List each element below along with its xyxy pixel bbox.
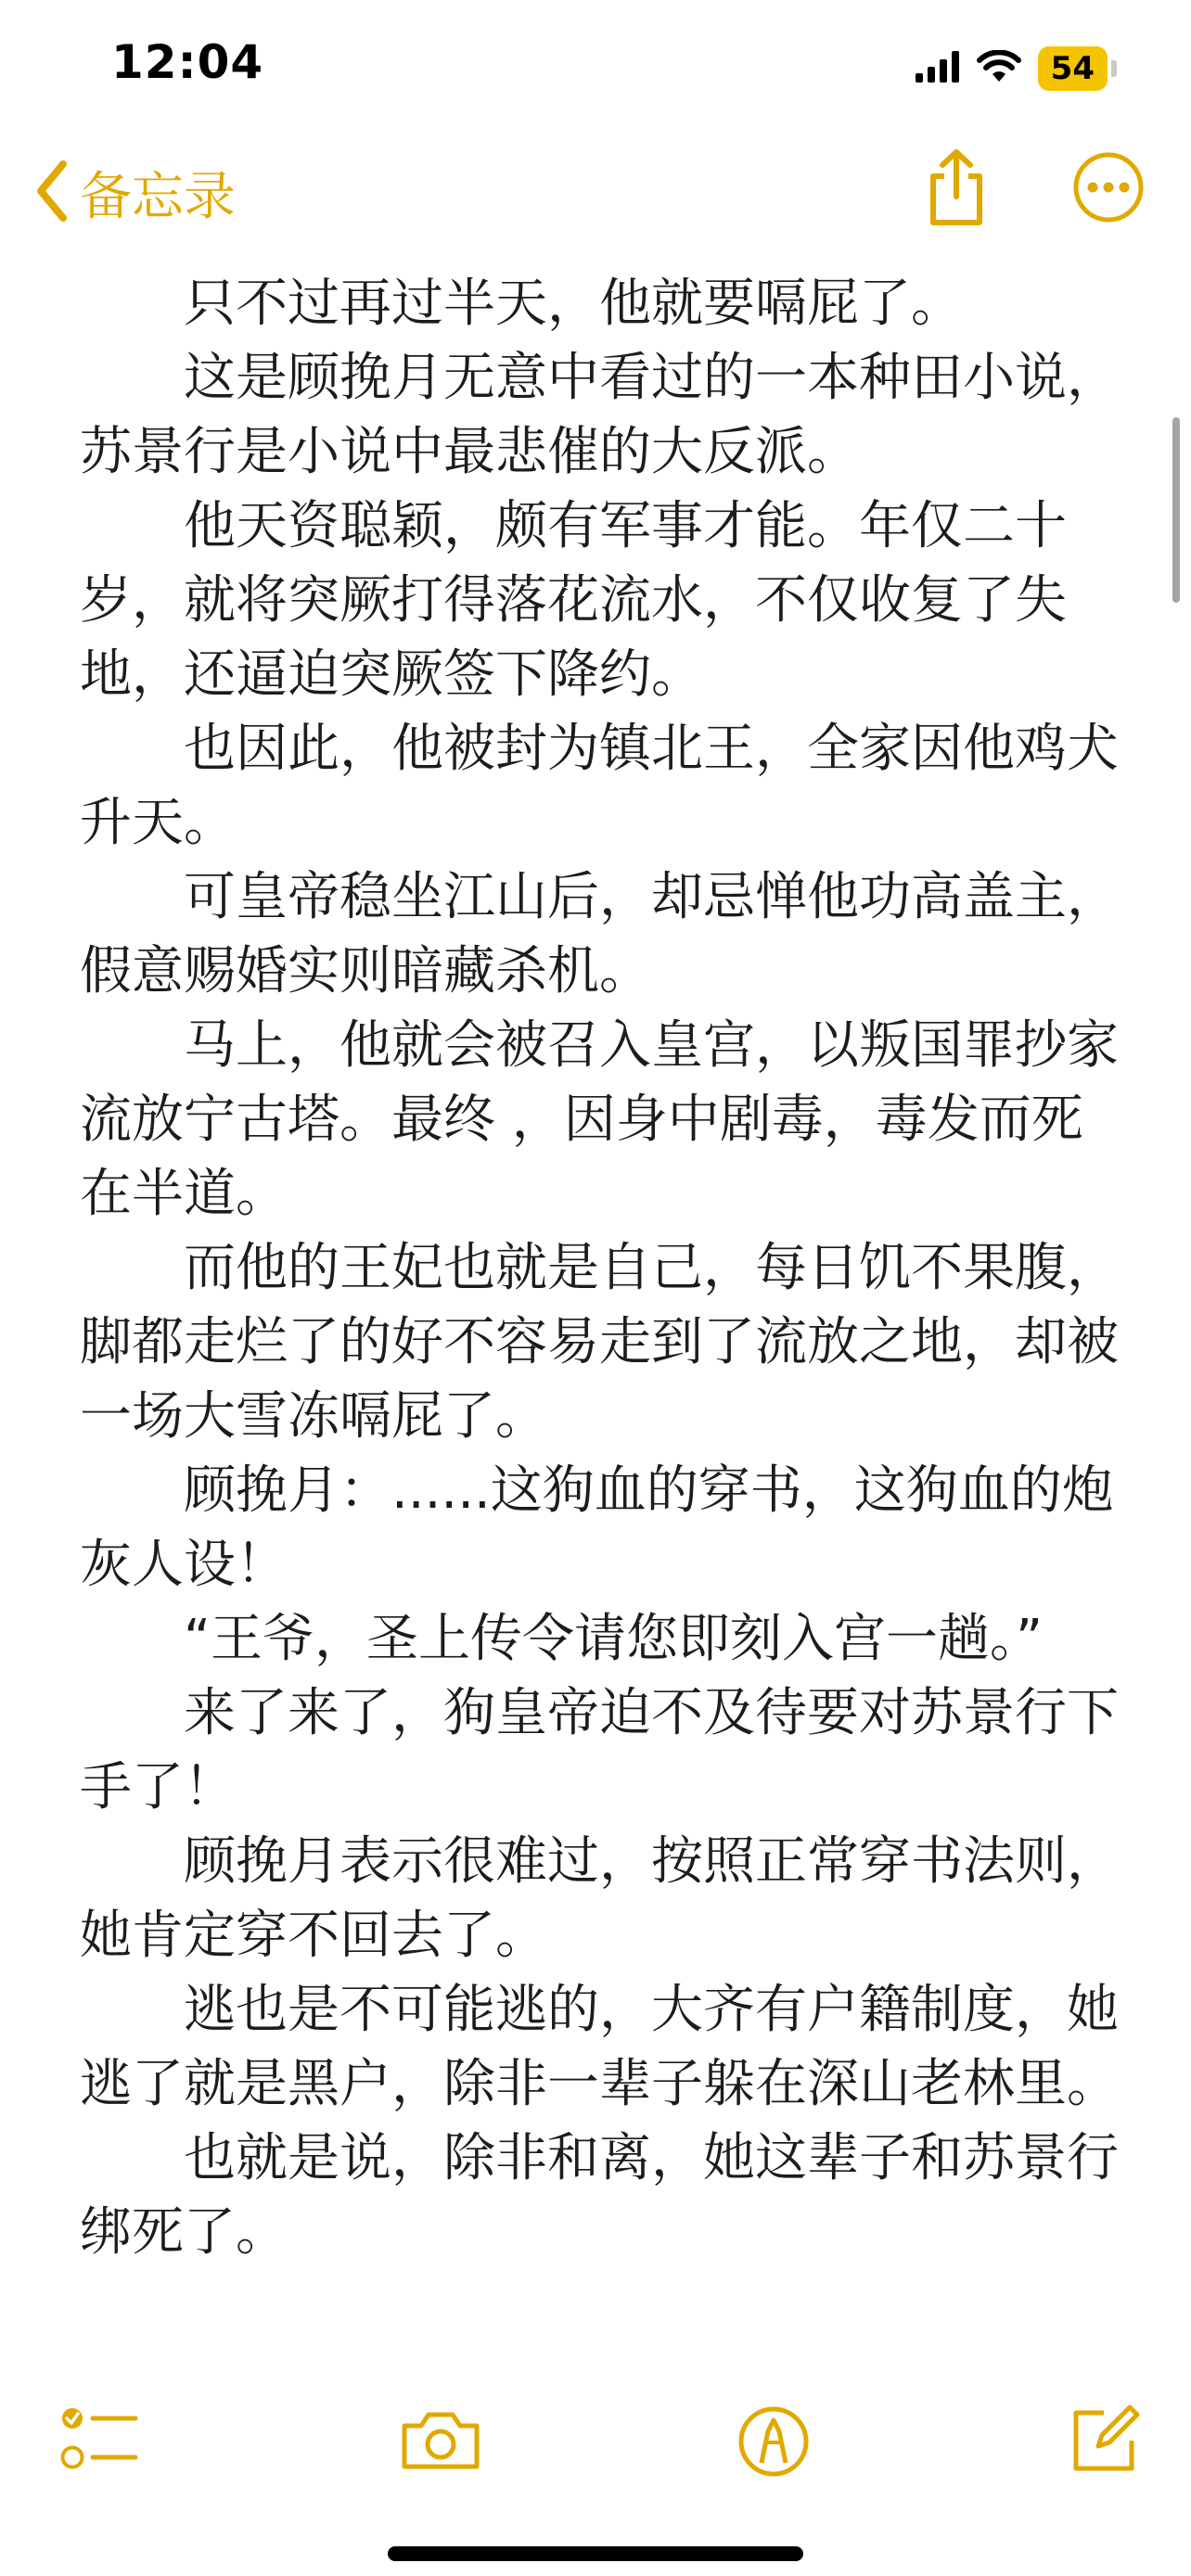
status-bar <box>0 0 1191 130</box>
compose-icon[interactable] <box>1067 2402 1141 2480</box>
note-paragraph: “王爷，圣上传令请您即刻入宫一趟。” <box>184 1609 1044 1669</box>
note-paragraph: 顾挽月：......这狗血的穿书，这狗血的炮灰人设！ <box>80 1460 1114 1595</box>
back-label: 备忘录 <box>80 167 236 227</box>
note-paragraph: 逃也是不可能逃的，大齐有户籍制度，她逃了就是黑户，除非一辈子躲在深山老林里。 <box>80 1980 1119 2114</box>
markup-icon[interactable] <box>737 2405 810 2481</box>
note-paragraph: 而他的王妃也就是自己，每日饥不果腹，脚都走烂了的好不容易走到了流放之地，却被一场大雪冻嗝屁了。 <box>80 1238 1119 1447</box>
scrollbar[interactable] <box>1172 417 1180 603</box>
status-time: 12:04 <box>111 35 264 89</box>
chevron-left-icon <box>33 159 70 227</box>
back-button[interactable] <box>33 156 236 230</box>
bottom-toolbar <box>0 2383 1191 2504</box>
note-paragraph: 也因此，他被封为镇北王，全家因他鸡犬升天。 <box>80 719 1119 853</box>
note-paragraph: 顾挽月表示很难过，按照正常穿书法则，她肯定穿不回去了。 <box>80 1831 1119 1966</box>
signal-icon <box>916 51 960 86</box>
note-paragraph: 也就是说，除非和离，她这辈子和苏景行绑死了。 <box>80 2128 1119 2263</box>
battery-cap <box>1111 60 1117 77</box>
camera-icon[interactable] <box>399 2409 482 2476</box>
note-paragraph: 只不过再过半天，他就要嗝屁了。 <box>184 274 963 334</box>
home-indicator <box>388 2546 803 2561</box>
battery-indicator: 54 <box>1038 46 1108 91</box>
checklist-icon[interactable] <box>59 2404 139 2478</box>
note-paragraph: 这是顾挽月无意中看过的一本种田小说，苏景行是小说中最悲催的大反派。 <box>80 348 1119 482</box>
note-paragraph: 可皇帝稳坐江山后，却忌惮他功高盖主，假意赐婚实则暗藏杀机。 <box>80 867 1119 1001</box>
note-paragraph: 马上，他就会被召入皇宫，以叛国罪抄家流放宁古塔。最终 ，因身中剧毒，毒发而死在半道。 <box>80 1015 1119 1224</box>
status-icons <box>916 46 1117 91</box>
wifi-icon <box>977 50 1021 87</box>
note-paragraph: 来了来了，狗皇帝迫不及待要对苏景行下手了！ <box>80 1683 1119 1817</box>
more-icon[interactable] <box>1072 151 1145 227</box>
note-paragraph: 他天资聪颖，颇有军事才能。年仅二十岁，就将突厥打得落花流水，不仅收复了失地，还逼迫突厥签下降约。 <box>80 496 1067 705</box>
share-icon[interactable] <box>924 148 989 230</box>
note-body[interactable] <box>80 267 1128 2270</box>
navigation-bar <box>0 139 1191 250</box>
